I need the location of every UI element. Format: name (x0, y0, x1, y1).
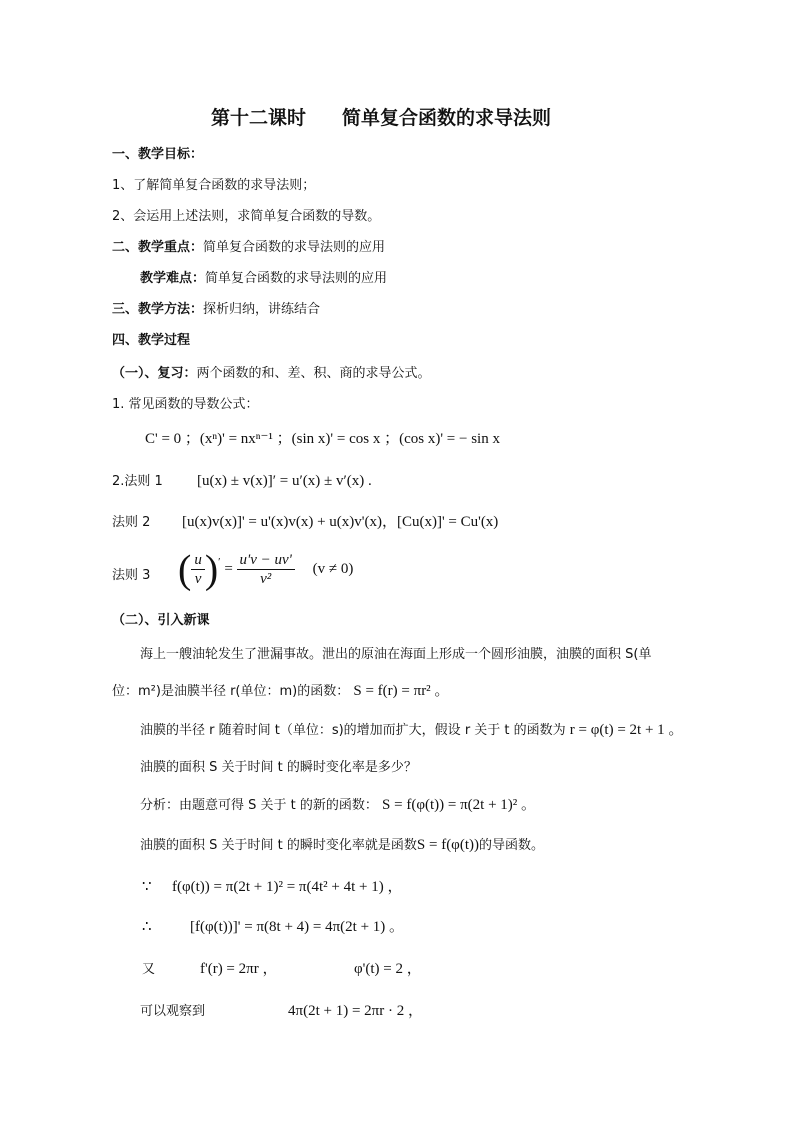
rule1-label: 2.法则 1 (112, 474, 163, 489)
rule1-formula: [u(x) ± v(x)]′ = u′(x) ± v′(x) . (197, 473, 372, 489)
title-part1: 第十二课时 (211, 107, 307, 129)
also-label: 又 (142, 962, 156, 977)
rule3-rhs-fraction (237, 551, 295, 588)
objective-item-1: 1、了解简单复合函数的求导法则； (112, 178, 316, 193)
key-point-label: 二、教学重点： (112, 240, 204, 255)
therefore-symbol: ∴ (142, 919, 152, 935)
rule3-left-paren: ( (178, 546, 192, 592)
basic-derivative-formulas: C' = 0 ；(xⁿ)' = nxⁿ⁻¹ ；(sin x)' = cos x ；(cos x)' = − sin x (145, 431, 500, 447)
rule3-equals: = (224, 561, 233, 577)
newlesson-heading: （二）、引入新课 (112, 613, 210, 628)
rule2-label: 法则 2 (112, 515, 151, 530)
newlesson-p4 (140, 796, 536, 815)
key-point-text: 简单复合函数的求导法则的应用 (203, 240, 386, 255)
p5-function: S = f(φ(t)) (416, 837, 479, 853)
difficulty-text: 简单复合函数的求导法则的应用 (205, 271, 388, 286)
rule3-condition: (v ≠ 0) (312, 561, 354, 577)
p1-area-formula: S = f(r) = πr² 。 (353, 683, 450, 699)
review-heading-text: 两个函数的和、差、积、商的求导公式。 (196, 366, 431, 381)
p4-text: 分析：由题意可得 S 关于 t 的新的函数： (140, 798, 378, 813)
newlesson-p2 (140, 721, 683, 740)
rule3-lhs-denominator: v (194, 571, 202, 588)
rule2-formula: [u(x)v(x)]' = u'(x)v(x) + u(x)v'(x)，[Cu(x)]' = Cu'(x) (182, 514, 499, 530)
method-line (112, 301, 320, 319)
because-formula: f(φ(t)) = π(2t + 1)² = π(4t² + 4t + 1) ， (172, 879, 403, 895)
difficulty-line (140, 270, 387, 288)
method-text: 探析归纳，讲练结合 (203, 302, 321, 317)
title-part2: 简单复合函数的求导法则 (342, 107, 552, 129)
objective-item-2: 2、会运用上述法则，求简单复合函数的导数。 (112, 209, 381, 224)
rule3-formula (178, 546, 354, 592)
section4-heading: 四、教学过程 (112, 333, 191, 348)
review-heading: （一）、复习： (112, 366, 197, 381)
newlesson-p5 (140, 836, 544, 855)
rule3-lhs-fraction (191, 551, 205, 588)
p1-line2-text: 位：m²)是油膜半径 r(单位：m)的函数： (112, 684, 350, 699)
p4-composite-formula: S = f(φ(t)) = π(2t + 1)² 。 (382, 797, 537, 813)
p2-text: 油膜的半径 r 随着时间 t（单位：s)的增加而扩大，假设 r 关于 t 的函数为 (140, 723, 566, 738)
because-symbol: ∵ (142, 879, 152, 895)
p5-tail: 的导函数。 (479, 838, 545, 853)
newlesson-p1-line2 (112, 682, 449, 701)
newlesson-p3: 油膜的面积 S 关于时间 t 的瞬时变化率是多少？ (140, 760, 417, 775)
observe-formula: 4π(2t + 1) = 2πr · 2 ， (288, 1003, 423, 1019)
also-formula-1: f'(r) = 2πr ， (200, 961, 278, 977)
observe-label: 可以观察到 (140, 1004, 206, 1019)
rule3-label: 法则 3 (112, 568, 151, 583)
rule3-lhs-numerator: u (191, 551, 205, 570)
p5-text: 油膜的面积 S 关于时间 t 的瞬时变化率就是函数 (140, 838, 417, 853)
therefore-formula: [f(φ(t))]' = π(8t + 4) = 4π(2t + 1) 。 (190, 919, 405, 935)
page-title (211, 106, 551, 130)
method-label: 三、教学方法： (112, 302, 204, 317)
newlesson-p1-line1: 海上一艘油轮发生了泄漏事故。泄出的原油在海面上形成一个圆形油膜，油膜的面积 S(单 (140, 647, 652, 662)
rule3-right-paren: ) (204, 546, 219, 592)
difficulty-label: 教学难点： (140, 271, 206, 286)
rule3-prime: ′ (218, 556, 221, 568)
rule3-rhs-numerator: u'v − uv' (237, 551, 295, 570)
section1-heading: 一、教学目标： (112, 147, 204, 162)
review-heading-line (112, 365, 431, 383)
also-formula-2: φ'(t) = 2 ， (354, 961, 422, 977)
key-point-line (112, 239, 385, 257)
review-item1-label: 1. 常见函数的导数公式： (112, 397, 259, 412)
p2-radius-formula: r = φ(t) = 2t + 1 。 (569, 722, 684, 738)
rule3-rhs-denominator: v² (260, 571, 272, 588)
